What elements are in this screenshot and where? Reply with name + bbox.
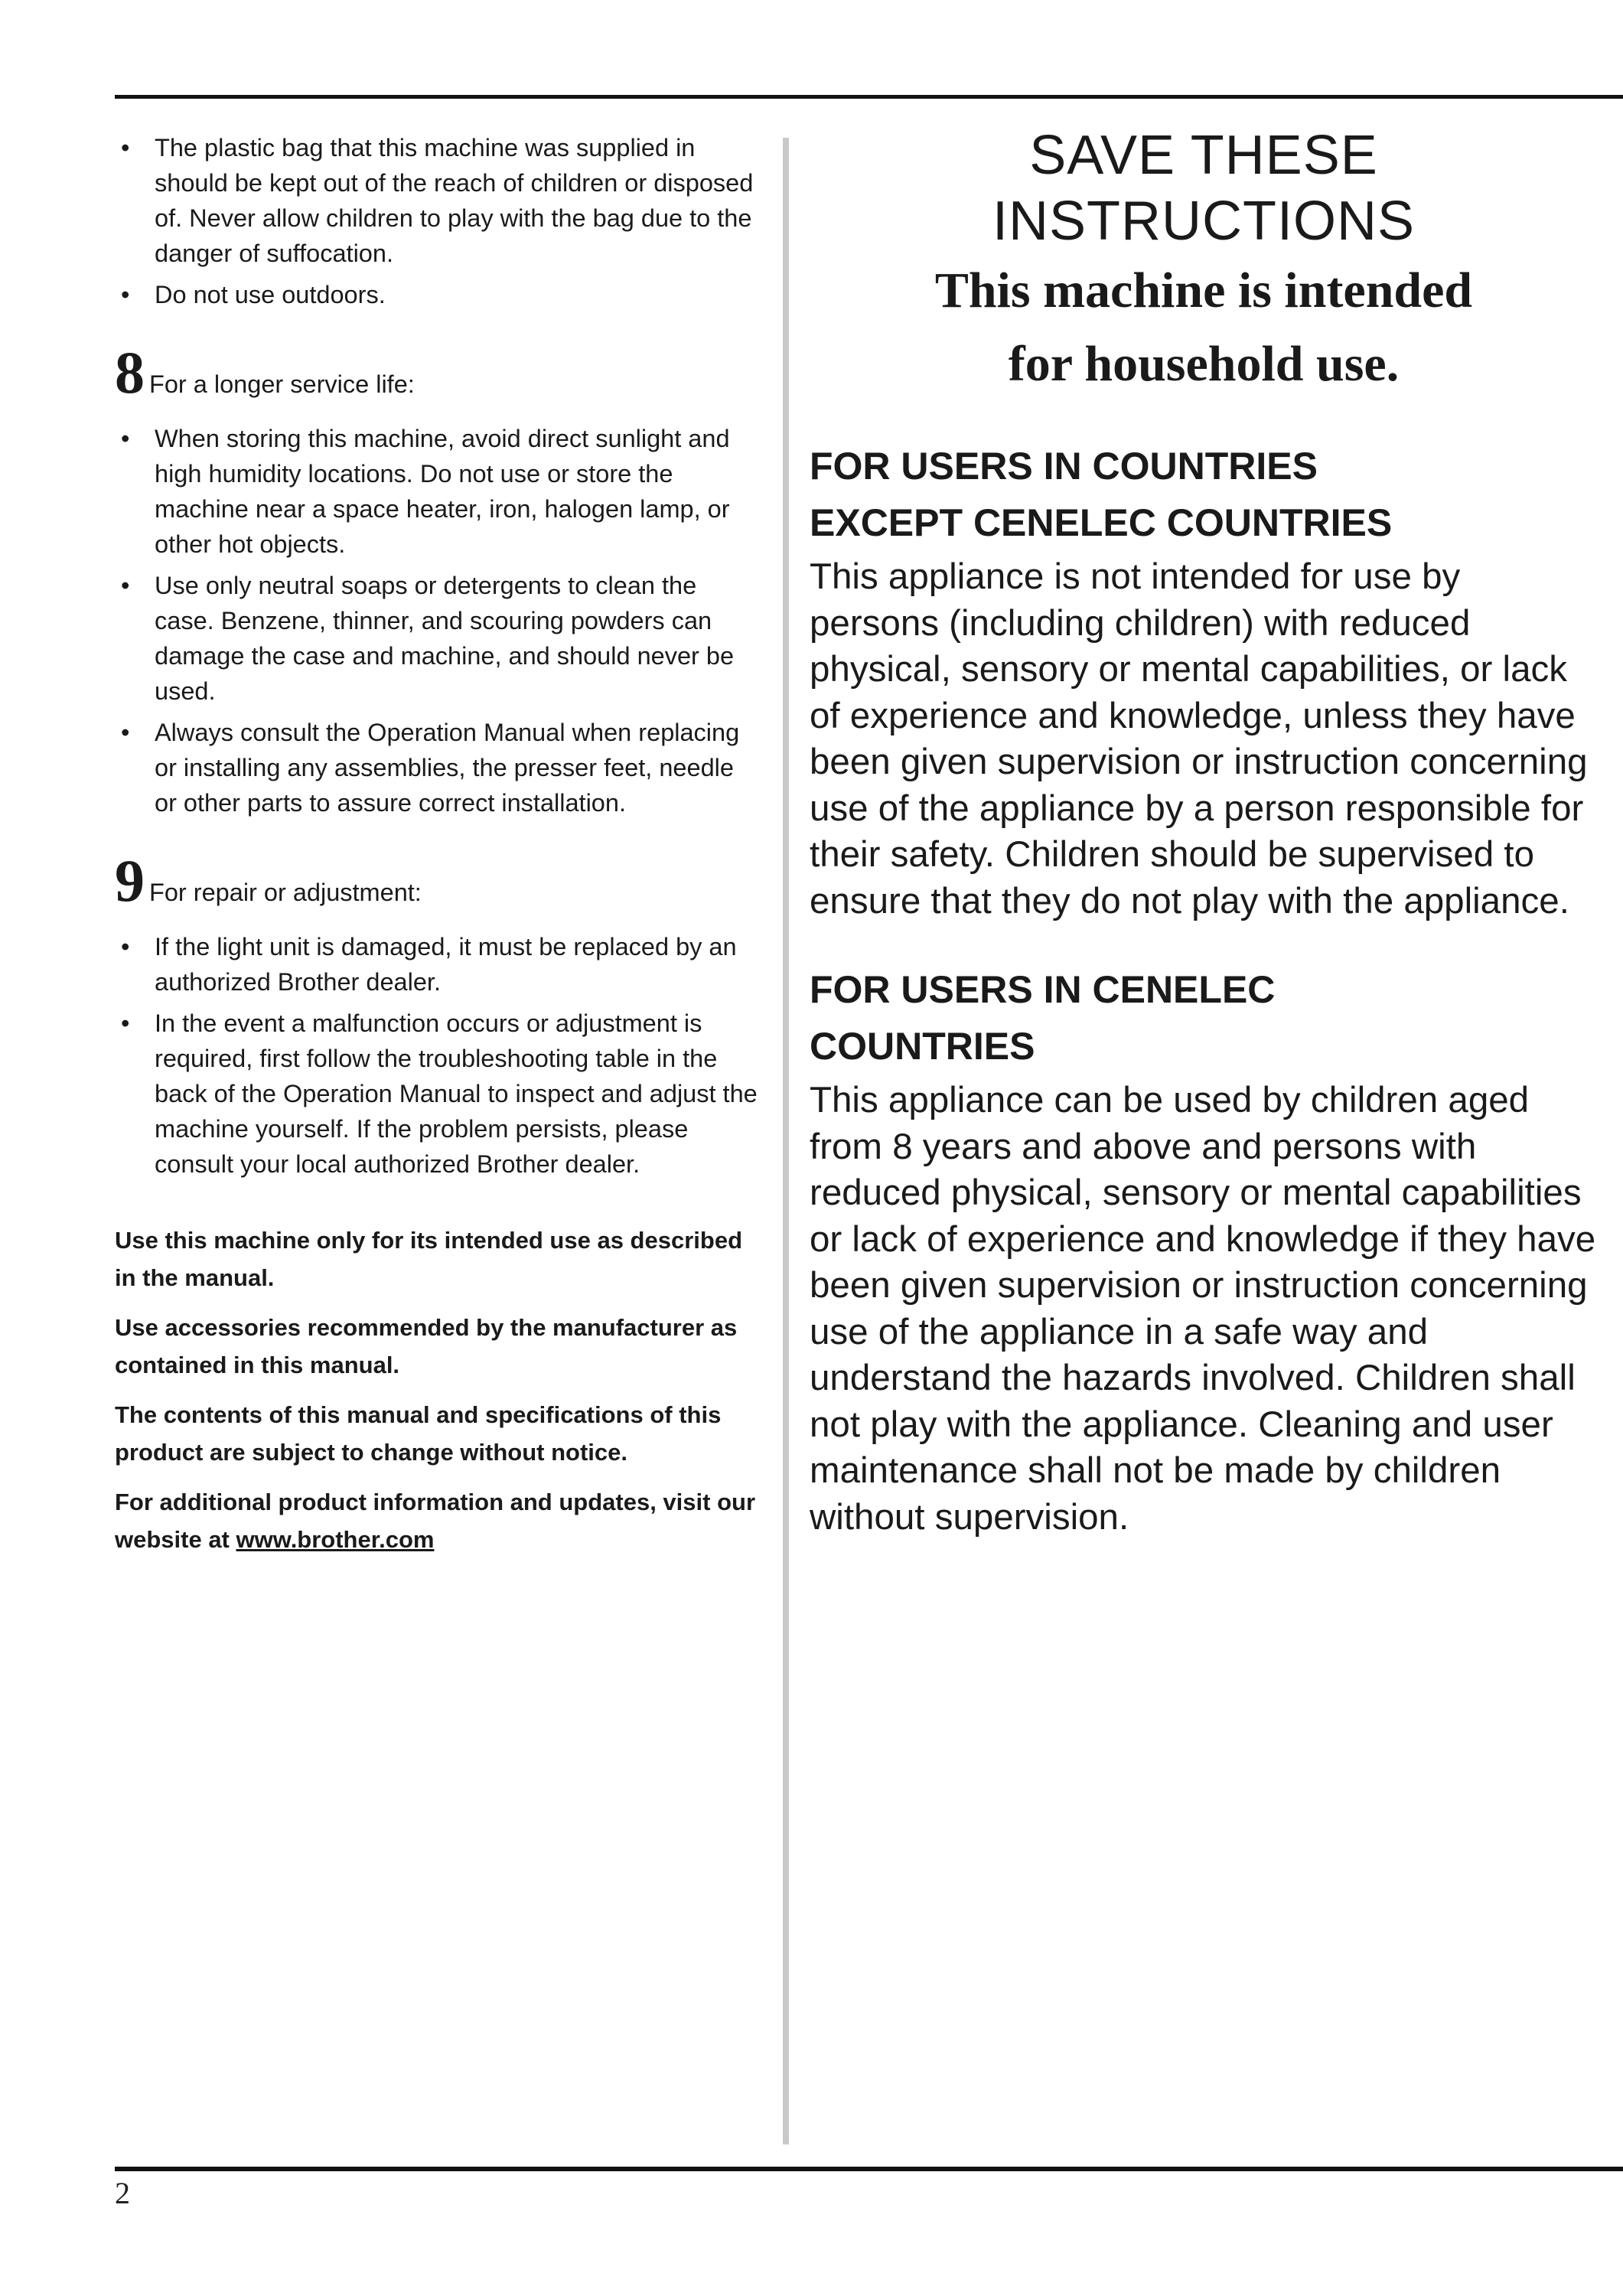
household-use-title: This machine is intended for household use. [934,263,1473,392]
non-cenelec-paragraph: This appliance is not intended for use by persons (including children) with reduced physical, sensory or mental capabilities, or lack of experience and knowledge, unless they have been given supervision or instruction concerning use of the appliance by a person responsible for their safety. Children should be supervised to ensure that they do not play with the appliance. [810,556,1588,921]
top-rule [115,95,1623,99]
bold-notes [115,1221,758,1558]
bottom-rule [115,2167,1623,2171]
list-item: • When storing this machine, avoid direct sunlight and high humidity locations. Do not use or store the machine near a space heater, iron, halogen lamp, or other hot objects. [115,421,758,562]
bullet-icon: • [121,281,130,308]
list-item: • Use only neutral soaps or detergents to clean the case. Benzene, thinner, and scouring powders can damage the case and machine, and should never be used. [115,568,758,709]
section-9-bullet-list [115,929,758,1182]
bullet-icon: • [121,134,130,161]
list-item: • In the event a malfunction occurs or adjustment is required, first follow the troubleshooting table in the back of the Operation Manual to inspect and adjust the machine yourself. If the problem persists, please consult your local authorized Brother dealer. [115,1006,758,1182]
right-column [810,122,1598,1541]
bullet-icon: • [121,719,130,746]
bullet-icon: • [121,1009,130,1037]
note-website: For additional product information and updates, visit our website at www.brother.com [115,1489,756,1553]
list-item: • Do not use outdoors. [115,277,758,312]
section-9-heading [115,847,758,914]
section-number: 9 [115,847,145,914]
cenelec-paragraph: This appliance can be used by children aged from 8 years and above and persons with reduced physical, sensory or mental capabilities or lack of experience and knowledge if they have been given supervision or instruction concerning use of the appliance in a safe way and understand the hazards involved. Children shall not play with the appliance. Cleaning and user maintenance shall not be made by children without supervision. [810,1080,1596,1538]
note-intended-use: Use this machine only for its intended use as described in the manual. [115,1227,743,1291]
bullet-icon: • [121,572,130,599]
section-label: For repair or adjustment: [149,879,422,906]
save-instructions-title: SAVE THESE INSTRUCTIONS [992,125,1415,252]
list-item: • The plastic bag that this machine was supplied in should be kept out of the reach of children or disposed of. Never allow children to play with the bag due to the danger of suffocation. [115,130,758,271]
left-column [115,130,758,1570]
section-8-heading [115,339,758,406]
section-8-bullet-list [115,421,758,820]
page-number: 2 [115,2176,130,2210]
note-specifications: The contents of this manual and specifications of this product are subject to change without notice. [115,1401,722,1466]
non-cenelec-heading: FOR USERS IN COUNTRIES EXCEPT CENELEC COUNTRIES [810,445,1393,544]
list-item: • If the light unit is damaged, it must be replaced by an authorized Brother dealer. [115,929,758,1000]
bullet-icon: • [121,933,130,960]
website-link[interactable]: www.brother.com [236,1526,435,1553]
section-label: For a longer service life: [149,370,415,398]
list-item: • Always consult the Operation Manual when replacing or installing any assemblies, the presser feet, needle or other parts to assure correct installation. [115,715,758,820]
intro-bullet-list [115,130,758,312]
cenelec-heading: FOR USERS IN CENELEC COUNTRIES [810,968,1276,1068]
note-accessories: Use accessories recommended by the manufacturer as contained in this manual. [115,1314,738,1378]
column-divider [783,138,789,2144]
section-number: 8 [115,339,145,406]
bullet-icon: • [121,425,130,452]
